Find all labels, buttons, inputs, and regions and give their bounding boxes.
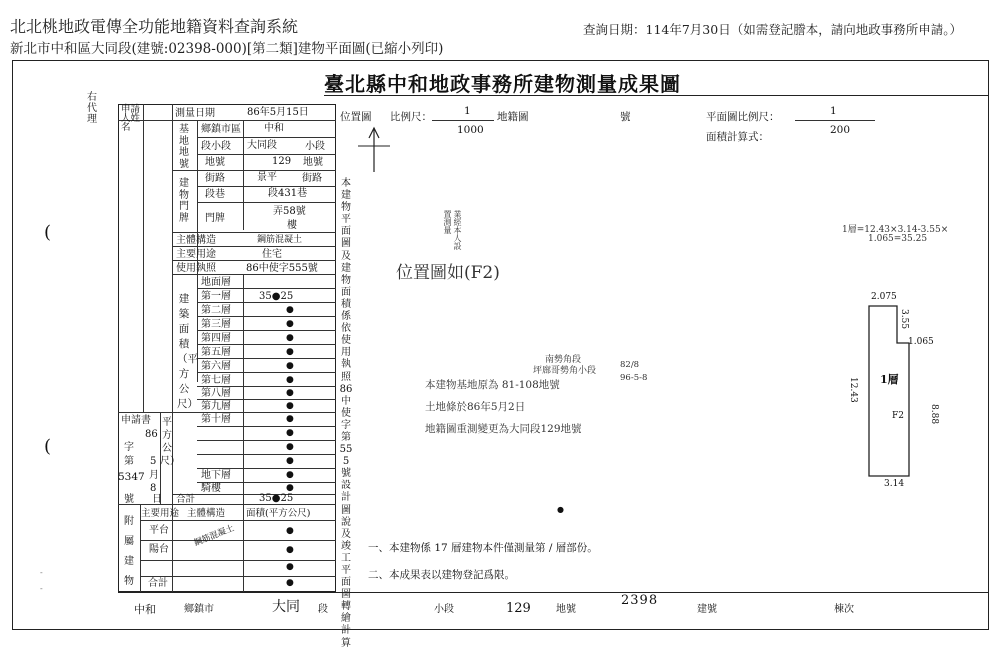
- footnote-2: 二、本成果表以建物登記爲限。: [368, 569, 515, 581]
- floor-label: 第四層: [201, 333, 231, 344]
- request-day-label: 日: [152, 494, 162, 505]
- footer-lot-label: 地號: [556, 604, 576, 615]
- floor-area-value: ●: [286, 483, 294, 493]
- plan-scale-denominator: 200: [830, 124, 851, 136]
- annex-row-value: ●: [286, 545, 294, 555]
- dim-1065: 1.065: [908, 337, 934, 347]
- document-subtitle: 新北市中和區大同段(建號:02398-000)[第二類]建物平面圖(已縮小列印): [10, 41, 444, 57]
- floor-area-value: ●: [286, 456, 294, 466]
- request-year: 86: [145, 429, 158, 440]
- request-word-label: 字: [124, 442, 134, 453]
- request-number: 5347: [118, 471, 145, 483]
- street-suffix: 街路: [302, 173, 322, 184]
- footer-building-no: 2398: [621, 593, 659, 608]
- marker-dot: ●: [557, 505, 564, 514]
- use-value: 住宅: [262, 249, 282, 260]
- floor-plan-unit-label: F2: [892, 411, 904, 421]
- area-formula-line2: 1.065=35.25: [868, 234, 928, 244]
- annex-structure-label: 主體構造: [187, 508, 226, 519]
- floor-label: 第八層: [201, 388, 231, 399]
- floor-label: 第三層: [201, 319, 231, 330]
- request-no-label: 號: [124, 494, 134, 505]
- location-map-label: 位置圖: [340, 111, 372, 123]
- door-no-value: 弄58號: [273, 206, 306, 217]
- stamp-label: 右代理: [87, 92, 97, 125]
- query-info: 查詢日期：114年7月30日（如需登記謄本，請向地政事務所申請。）: [583, 22, 962, 37]
- floor-area-value: 35●25: [259, 291, 294, 302]
- vertical-note: 本建物平面圖及建物面積係依使用執照86中使字第555號設計圖說及竣工平面圖轉繪計算: [339, 178, 353, 649]
- lot-suffix: 地號: [303, 157, 323, 168]
- title-rule: [324, 95, 989, 96]
- lane-value: 段431巷: [268, 188, 308, 199]
- floor-plan-floor-label: 1層: [880, 373, 899, 386]
- door-no-label: 門牌: [205, 213, 225, 224]
- annex-total-label: 合計: [148, 578, 168, 589]
- request-first-label: 第: [124, 456, 134, 467]
- floor-label: 第七層: [201, 375, 231, 386]
- lane-label: 段巷: [205, 189, 225, 200]
- note-line: 坪廍哥勢角小段: [533, 366, 597, 376]
- footnote-1: 一、本建物係 17 層建物本件僅測量第 / 層部份。: [368, 542, 598, 554]
- floor-label: 第五層: [201, 347, 231, 358]
- floor-area-value: ●: [286, 414, 294, 424]
- floor-label: 第九層: [201, 401, 231, 412]
- floor-area-value: ●: [286, 333, 294, 343]
- dim-top: 2.075: [871, 292, 897, 302]
- floor-area-value: ●: [286, 347, 294, 357]
- floor-area-value: ●: [286, 388, 294, 398]
- lot-value: 129: [272, 156, 292, 167]
- annex-row-value: ●: [286, 526, 294, 536]
- area-group-label: 建築面積（平方公尺）: [177, 293, 198, 410]
- margin-mark: -: [40, 568, 43, 577]
- floor-label: 騎樓: [201, 483, 221, 494]
- note-line: 南勢角段: [545, 355, 582, 365]
- dim-888: 8.88: [929, 404, 939, 425]
- footer-district-label: 鄉鎮市: [184, 604, 214, 615]
- request-day-value: 8: [150, 483, 157, 494]
- dim-1243: 12.43: [848, 377, 858, 403]
- total-label: 合計: [176, 494, 196, 505]
- land-map-label: 地籍圖: [497, 111, 529, 123]
- footer-section: 大同: [272, 599, 300, 615]
- note-line: 地籍圖重測變更為大同段129地號: [425, 423, 582, 435]
- request-month-value: 5: [150, 456, 157, 467]
- floor-area-value: ●: [286, 401, 294, 411]
- scale-label: 比例尺：: [390, 111, 432, 123]
- base-number-label: 基地地號: [179, 124, 189, 170]
- applicant-label: 申請人姓名: [121, 104, 141, 133]
- structure-label: 主體構造: [176, 235, 216, 246]
- location-text: 位置圖如(F2): [396, 263, 500, 283]
- section-label: 段小段: [201, 141, 231, 152]
- footer-district: 中和: [134, 603, 156, 616]
- permit-label: 使用執照: [176, 263, 216, 274]
- floor-label: 第一層: [201, 291, 231, 302]
- annex-row-value: ●: [286, 578, 294, 588]
- note-line: 本建物基地原為 81-108地號: [425, 379, 560, 391]
- floor-area-value: ●: [286, 428, 294, 438]
- street-label: 街路: [205, 173, 225, 184]
- scale-numerator: 1: [464, 105, 471, 117]
- floor-label: 第二層: [201, 305, 231, 316]
- surveyor-stamp-text: 業經本人設置測量: [443, 210, 462, 250]
- sheet-title: 臺北縣中和地政事務所建物測量成果圖: [324, 72, 681, 96]
- note-line: 土地條於86年5月2日: [425, 401, 526, 413]
- door-label: 建物門牌: [179, 178, 189, 224]
- plan-scale-numerator: 1: [830, 105, 837, 117]
- footer-section-label: 段: [318, 604, 328, 615]
- system-title: 北北桃地政電傳全功能地籍資料查詢系統: [10, 17, 299, 36]
- scale-denominator: 1000: [457, 124, 484, 136]
- floor-area-value: ●: [286, 305, 294, 315]
- street-value: 景平: [257, 172, 277, 183]
- plan-scale-label: 平面圖比例尺：: [706, 111, 780, 123]
- number-label: 號: [620, 111, 631, 123]
- annex-row-label: 平台: [149, 525, 169, 536]
- floor-area-value: ●: [286, 319, 294, 329]
- district-label: 鄉鎮市區: [201, 124, 241, 135]
- floor-label: 地面層: [201, 277, 231, 288]
- area-formula-label: 面積計算式：: [706, 131, 769, 143]
- district-value: 中和: [264, 123, 284, 134]
- request-label: 申請書: [121, 415, 151, 426]
- note-line: 96-5-8: [620, 373, 648, 383]
- subsection-suffix: 小段: [305, 141, 325, 152]
- floor-area-value: ●: [286, 442, 294, 452]
- footer-lot: 129: [506, 601, 531, 616]
- floor-area-value: ●: [286, 470, 294, 480]
- note-line: 82/8: [620, 360, 640, 370]
- permit-value: 86中使字555號: [246, 263, 318, 274]
- request-month-label: 月: [149, 470, 159, 481]
- annex-use-label: 主要用途: [141, 508, 180, 519]
- margin-mark: -: [40, 584, 43, 593]
- annex-area-label: 面積(平方公尺): [246, 508, 311, 519]
- footer-building-label: 建號: [697, 604, 717, 615]
- floor-label: 地下層: [201, 470, 231, 481]
- floor-label: 第十層: [201, 414, 231, 425]
- area-formula-line1: 1層=12.43×3.14-3.55×: [842, 225, 949, 235]
- lot-label: 地號: [205, 157, 225, 168]
- survey-date-value: 86年5月15日: [247, 107, 309, 118]
- floor-area-value: ●: [286, 375, 294, 385]
- area-unit-label: 平方公尺）: [160, 417, 180, 467]
- survey-date-label: 測量日期: [175, 108, 215, 119]
- structure-value: 鋼筋混凝土: [257, 235, 303, 245]
- annex-structure-value: 鋼筋混凝土: [192, 523, 236, 549]
- left-bracket-top: (: [44, 222, 52, 243]
- footer-rule: [118, 592, 989, 593]
- dim-355: 3.55: [899, 309, 909, 330]
- dim-314: 3.14: [884, 479, 905, 489]
- annex-row-value: ●: [286, 562, 294, 572]
- annex-label: 附屬建物: [124, 516, 134, 587]
- left-bracket-bottom: (: [44, 436, 52, 457]
- footer-subsection-label: 小段: [434, 604, 454, 615]
- total-value: 35●25: [259, 493, 294, 504]
- door-floor: 樓: [287, 220, 297, 231]
- use-label: 主要用途: [176, 249, 216, 260]
- floor-label: 第六層: [201, 361, 231, 372]
- section-value: 大同段: [247, 140, 277, 151]
- floor-area-value: ●: [286, 361, 294, 371]
- annex-row-label: 陽台: [149, 544, 169, 555]
- footer-copy-label: 棟次: [834, 604, 854, 615]
